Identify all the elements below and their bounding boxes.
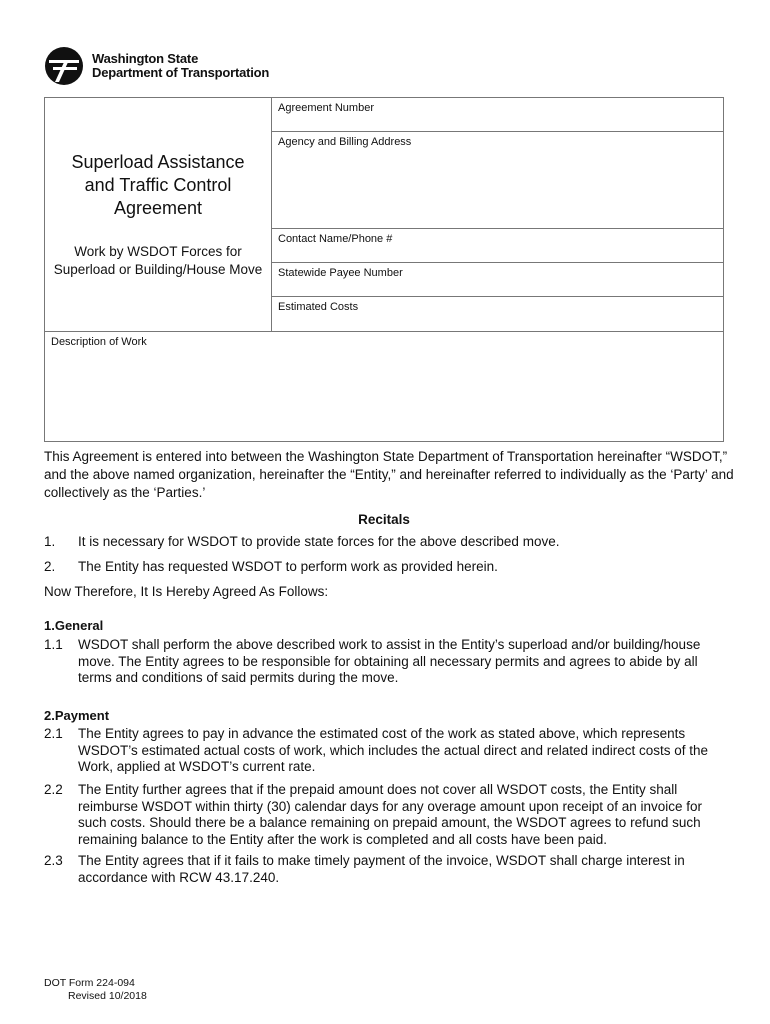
field-label: Agreement Number bbox=[278, 102, 374, 114]
subtitle-line-2: Superload or Building/House Move bbox=[53, 262, 263, 277]
recital-text: The Entity has requested WSDOT to perform work as provided herein. bbox=[78, 559, 498, 574]
field-label: Estimated Costs bbox=[278, 301, 359, 313]
payment-heading: 2.Payment bbox=[44, 708, 110, 723]
clause-text: The Entity agrees to pay in advance the estimated cost of the work as stated above, which represents WSDOT’s estimated actual costs of work, which includes the actual direct and related indirect costs of the Work, applied at WSDOT’s current rate. bbox=[78, 726, 709, 774]
recital-number: 2. bbox=[44, 559, 56, 574]
form-number: DOT Form 224-094 bbox=[44, 977, 135, 989]
payee-number-field[interactable] bbox=[271, 263, 723, 297]
billing-address-field[interactable] bbox=[271, 132, 723, 229]
subtitle-line-1: Work by WSDOT Forces for bbox=[74, 244, 242, 259]
recital-number: 1. bbox=[44, 534, 56, 549]
clause-text: The Entity agrees that if it fails to make timely payment of the invoice, WSDOT shall charge interest in accordance with RCW 43.17.240. bbox=[78, 853, 685, 885]
now-therefore: Now Therefore, It Is Hereby Agreed As Follows: bbox=[44, 584, 329, 599]
field-label: Statewide Payee Number bbox=[278, 267, 403, 279]
intro-paragraph: This Agreement is entered into between the Washington State Department of Transportation hereinafter “WSDOT,” and the above named organization, hereinafter the “Entity,” and hereinafter referred to individually as the ‘Party’ and collectively as the ‘Parties.’ bbox=[44, 449, 734, 500]
org-line-1: Washington State bbox=[92, 51, 199, 66]
org-name bbox=[92, 52, 269, 80]
wsdot-logo-icon bbox=[44, 46, 84, 86]
org-line-2: Department of Transportation bbox=[92, 65, 270, 80]
form-footer bbox=[44, 977, 147, 1003]
general-heading: 1.General bbox=[44, 618, 104, 633]
form-title bbox=[45, 151, 271, 220]
description-of-work-field[interactable] bbox=[45, 331, 723, 441]
field-label: Agency and Billing Address bbox=[278, 136, 412, 148]
revision-date: Revised 10/2018 bbox=[68, 990, 147, 1002]
title-line-2: and Traffic Control bbox=[84, 175, 232, 195]
form-title-cell bbox=[45, 98, 272, 331]
recital-text: It is necessary for WSDOT to provide state forces for the above described move. bbox=[78, 534, 560, 549]
recitals-heading: Recitals bbox=[358, 512, 410, 527]
field-label: Description of Work bbox=[51, 336, 147, 348]
clause-text: WSDOT shall perform the above described work to assist in the Entity’s superload and/or building/house move. The Entity agrees to be responsible for obtaining all necessary permits and agrees to abide by all terms and conditions of said permits during the move. bbox=[78, 637, 701, 685]
agreement-number-field[interactable] bbox=[271, 98, 723, 132]
form-subtitle bbox=[45, 243, 271, 279]
clause-number: 2.3 bbox=[44, 853, 63, 868]
wsdot-logo bbox=[44, 46, 269, 86]
clause-number: 2.2 bbox=[44, 782, 63, 797]
clause-text: The Entity further agrees that if the prepaid amount does not cover all WSDOT costs, the Entity shall reimburse WSDOT within thirty (30) calendar days for any overage amount upon receipt of an invoice for such costs. Should there be a balance remaining on prepaid amount, the WSDOT agrees to refund such remaining balance to the Entity after the work is completed and all costs have been paid. bbox=[78, 782, 703, 847]
contact-field[interactable] bbox=[271, 229, 723, 263]
clause-number: 1.1 bbox=[44, 637, 63, 652]
title-line-1: Superload Assistance bbox=[71, 152, 245, 172]
agreement-form-table bbox=[44, 97, 724, 442]
title-line-3: Agreement bbox=[113, 198, 203, 218]
clause-number: 2.1 bbox=[44, 726, 63, 741]
field-label: Contact Name/Phone # bbox=[278, 233, 393, 245]
estimated-costs-field[interactable] bbox=[271, 297, 723, 331]
